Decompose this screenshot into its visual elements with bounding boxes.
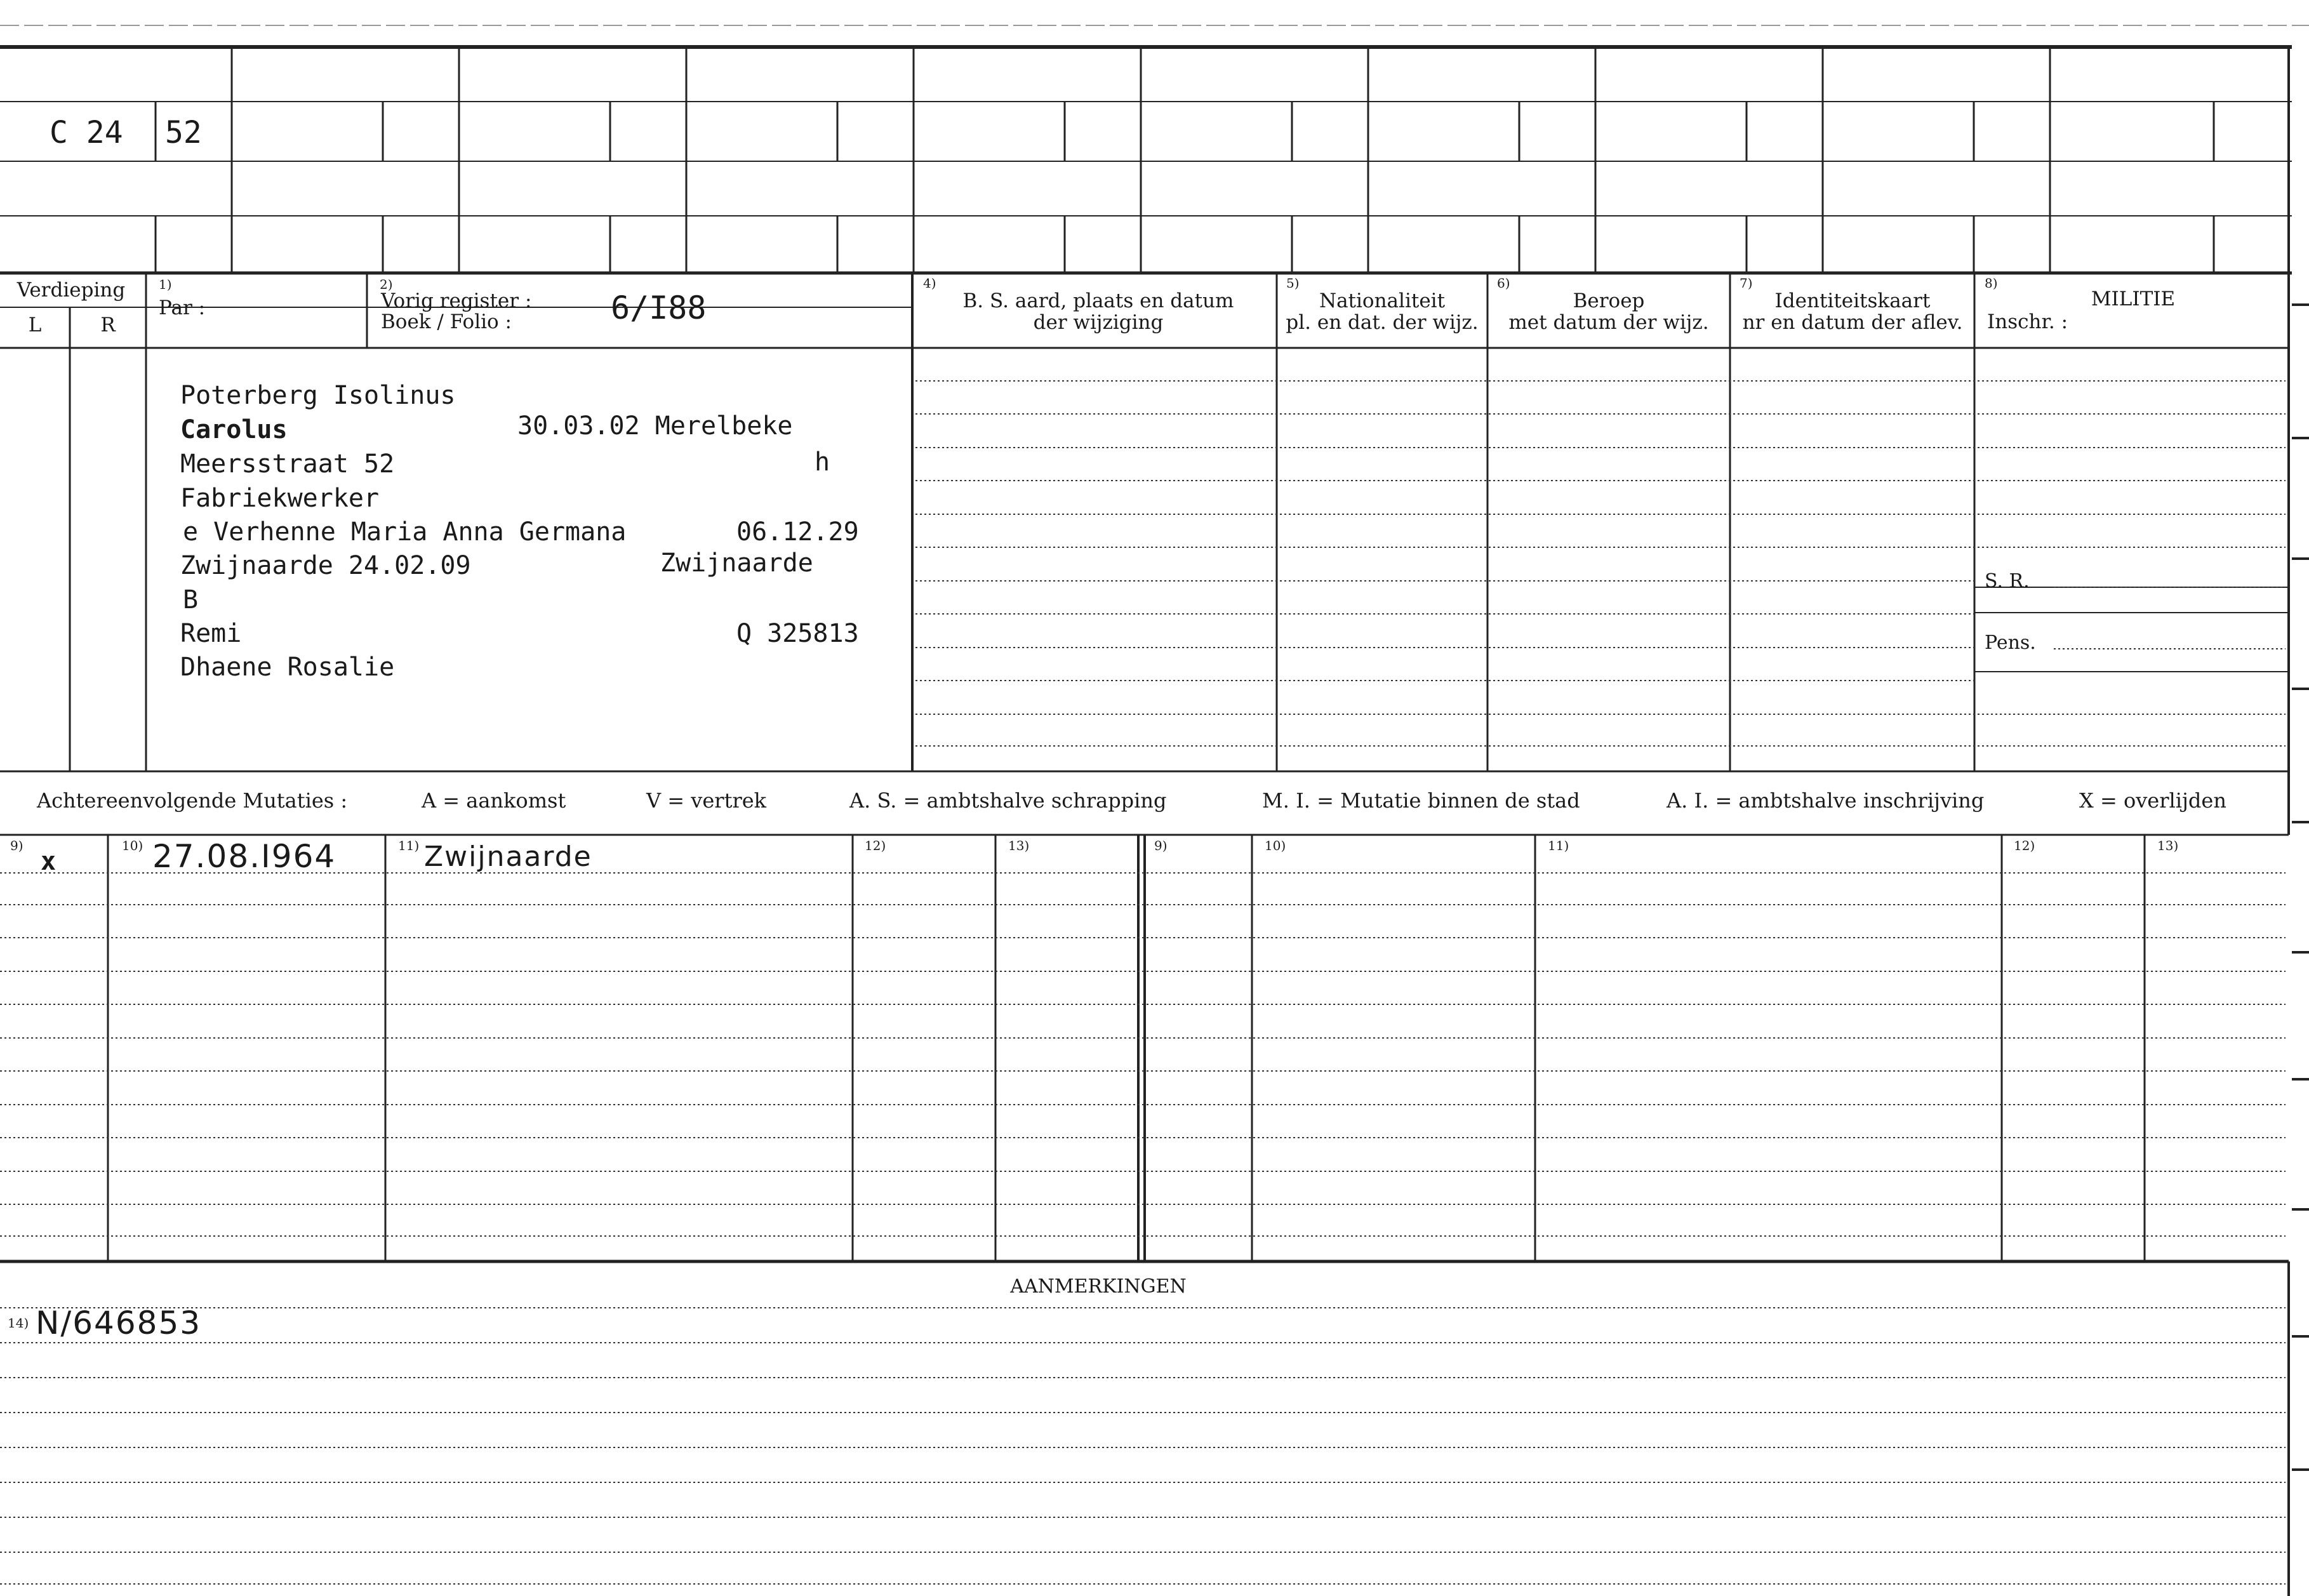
remarks-num: 14) (8, 1315, 29, 1331)
mutation-num-12b: 12) (2014, 838, 2035, 853)
header-inschr: Inschr. : (1987, 310, 2068, 333)
mutation-num-11a: 11) (398, 838, 420, 853)
vorig-register-value: 6/I88 (611, 289, 707, 326)
person-address-mark: h (815, 448, 830, 477)
person-occupation: Fabriekwerker (180, 484, 380, 513)
header-num-7: 7) (1740, 276, 1753, 291)
mutation-place: Zwijnaarde (424, 841, 592, 873)
legend-overlijden: X = overlijden (2079, 788, 2226, 813)
person-nationality: B (183, 585, 199, 615)
mutation-num-11b: 11) (1548, 838, 1569, 853)
person-id-number: Q 325813 (736, 619, 859, 648)
mutation-date: 27.08.I964 (152, 838, 336, 875)
person-address: Meersstraat 52 (180, 449, 395, 479)
card-code-number: 52 (165, 115, 202, 150)
header-vorig-register: Vorig register : (381, 289, 532, 312)
header-nat-line2: pl. en dat. der wijz. (1286, 311, 1479, 334)
header-militie: MILITIE (2091, 288, 2176, 310)
header-bs-line1: B. S. aard, plaats en datum (962, 289, 1234, 312)
header-verdieping: Verdieping (17, 279, 126, 302)
legend-inschrijving: A. I. = ambtshalve inschrijving (1667, 788, 1985, 813)
header-num-4: 4) (923, 276, 936, 291)
header-nat-line1: Nationaliteit (1319, 289, 1446, 312)
mutation-num-9b: 9) (1154, 838, 1168, 853)
legend-aankomst: A = aankomst (422, 788, 566, 813)
legend-schrapping: A. S. = ambtshalve schrapping (849, 788, 1167, 813)
militie-sr-label: S. R. (1985, 570, 2030, 592)
mutation-num-13a: 13) (1008, 838, 1030, 853)
person-second-name: Carolus (180, 415, 288, 444)
mutation-num-12a: 12) (865, 838, 886, 853)
header-id-line2: nr en datum der aflev. (1742, 311, 1963, 334)
mutation-num-10a: 10) (122, 838, 143, 853)
person-spouse-birth: Zwijnaarde 24.02.09 (180, 551, 471, 580)
militie-pens-label: Pens. (1985, 632, 2036, 654)
header-par: Par : (159, 296, 206, 319)
header-num-6: 6) (1497, 276, 1510, 291)
header-num-8: 8) (1985, 276, 1998, 291)
header-num-2: 2) (380, 277, 393, 292)
card-code-prefix: C 24 (50, 115, 123, 150)
mutation-type: x (41, 847, 57, 876)
legend-mutatie-stad: M. I. = Mutatie binnen de stad (1262, 788, 1580, 813)
mutation-num-9a: 9) (10, 838, 23, 853)
mutation-num-10b: 10) (1265, 838, 1286, 853)
header-beroep-line1: Beroep (1573, 289, 1645, 312)
remarks-title: AANMERKINGEN (1010, 1275, 1187, 1298)
legend-title: Achtereenvolgende Mutaties : (37, 788, 348, 813)
header-bs-line2: der wijziging (1033, 311, 1164, 334)
person-birth: 30.03.02 Merelbeke (517, 411, 793, 441)
person-marriage-date: 06.12.29 (736, 517, 859, 547)
header-beroep-line2: met datum der wijz. (1508, 311, 1709, 334)
person-mother: Dhaene Rosalie (180, 653, 395, 682)
remarks-value: N/646853 (36, 1305, 202, 1341)
legend-vertrek: V = vertrek (646, 788, 767, 813)
person-spouse: e Verhenne Maria Anna Germana (183, 517, 627, 547)
header-num-1: 1) (159, 277, 172, 292)
header-id-line1: Identiteitskaart (1774, 289, 1931, 312)
person-father: Remi (180, 619, 242, 648)
header-num-5: 5) (1286, 276, 1300, 291)
person-surname-first: Poterberg Isolinus (180, 381, 456, 410)
mutation-num-13b: 13) (2157, 838, 2179, 853)
header-r: R (100, 314, 116, 336)
header-l: L (28, 314, 42, 336)
header-boek-folio: Boek / Folio : (381, 310, 512, 333)
person-spouse-place: Zwijnaarde (660, 549, 813, 578)
